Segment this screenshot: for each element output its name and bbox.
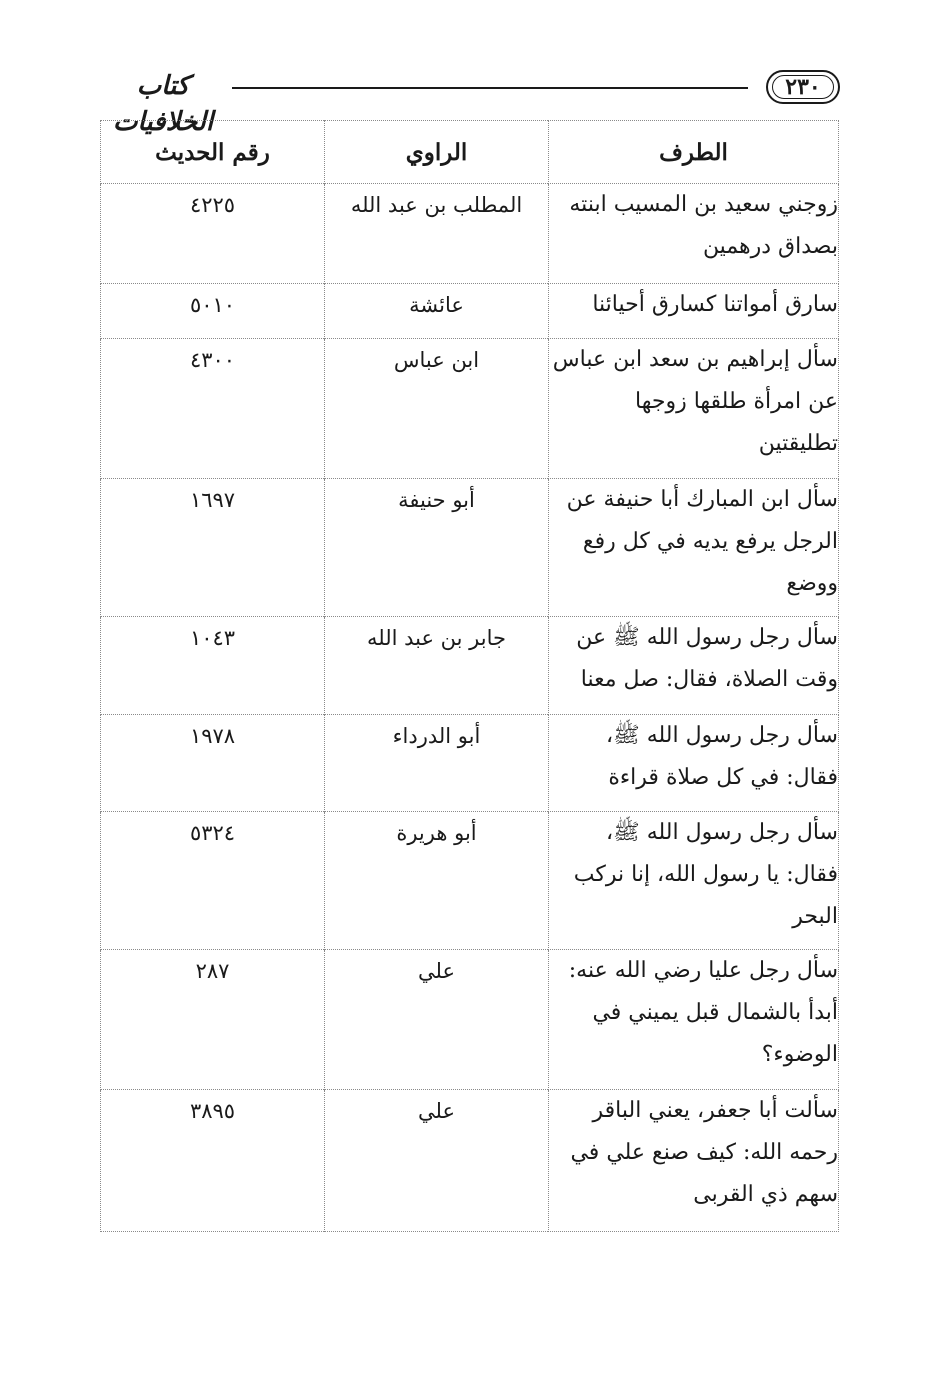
hadith-number: ١٩٧٨ — [101, 715, 325, 812]
hadith-number: ٤٣٠٠ — [101, 339, 325, 479]
page-header — [100, 68, 840, 137]
hadith-number: ٥٣٢٤ — [101, 812, 325, 950]
table-row — [101, 1090, 839, 1232]
table-row — [101, 339, 839, 479]
header-rule — [232, 87, 748, 89]
hadith-text: سارق أمواتنا كسارق أحيائنا — [549, 284, 839, 339]
narrator: ابن عباس — [325, 339, 549, 479]
hadith-number: ٤٢٢٥ — [101, 184, 325, 284]
hadith-number: ١٦٩٧ — [101, 479, 325, 617]
narrator: جابر بن عبد الله — [325, 617, 549, 715]
table-row — [101, 617, 839, 715]
hadith-text: سأل ابن المبارك أبا حنيفة عن الرجل يرفع يديه في كل رفع ووضع — [549, 479, 839, 617]
book-title: كتاب الخلافيات — [112, 71, 214, 137]
narrator: علي — [325, 1090, 549, 1232]
hadith-number: ٢٨٧ — [101, 950, 325, 1090]
narrator: عائشة — [325, 284, 549, 339]
table-row — [101, 715, 839, 812]
hadith-index-table — [100, 120, 839, 1232]
hadith-number: ٥٠١٠ — [101, 284, 325, 339]
hadith-text: سألت أبا جعفر، يعني الباقر رحمه الله: كيف صنع علي في سهم ذي القربى — [549, 1090, 839, 1232]
table-header-row — [101, 121, 839, 184]
narrator: أبو حنيفة — [325, 479, 549, 617]
hadith-text: سأل رجل رسول الله ﷺ، فقال: في كل صلاة قراءة — [549, 715, 839, 812]
narrator: أبو هريرة — [325, 812, 549, 950]
hadith-number: ٣٨٩٥ — [101, 1090, 325, 1232]
table-row — [101, 284, 839, 339]
table-row — [101, 950, 839, 1090]
table-row — [101, 479, 839, 617]
hadith-text: زوجني سعيد بن المسيب ابنته بصداق درهمين — [549, 184, 839, 284]
hadith-text: سأل رجل رسول الله ﷺ عن وقت الصلاة، فقال: صل معنا — [549, 617, 839, 715]
page-number: ٢٣٠ — [766, 70, 840, 104]
header-number: رقم الحديث — [101, 121, 325, 184]
table-row — [101, 812, 839, 950]
header-text: الطرف — [549, 121, 839, 184]
narrator: المطلب بن عبد الله — [325, 184, 549, 284]
table-row — [101, 184, 839, 284]
header-narrator: الراوي — [325, 121, 549, 184]
narrator: علي — [325, 950, 549, 1090]
hadith-number: ١٠٤٣ — [101, 617, 325, 715]
hadith-text: سأل رجل عليا رضي الله عنه: أبدأ بالشمال قبل يميني في الوضوء؟ — [549, 950, 839, 1090]
hadith-text: سأل رجل رسول الله ﷺ، فقال: يا رسول الله، إنا نركب البحر — [549, 812, 839, 950]
hadith-text: سأل إبراهيم بن سعد ابن عباس عن امرأة طلقها زوجها تطليقتين — [549, 339, 839, 479]
narrator: أبو الدرداء — [325, 715, 549, 812]
